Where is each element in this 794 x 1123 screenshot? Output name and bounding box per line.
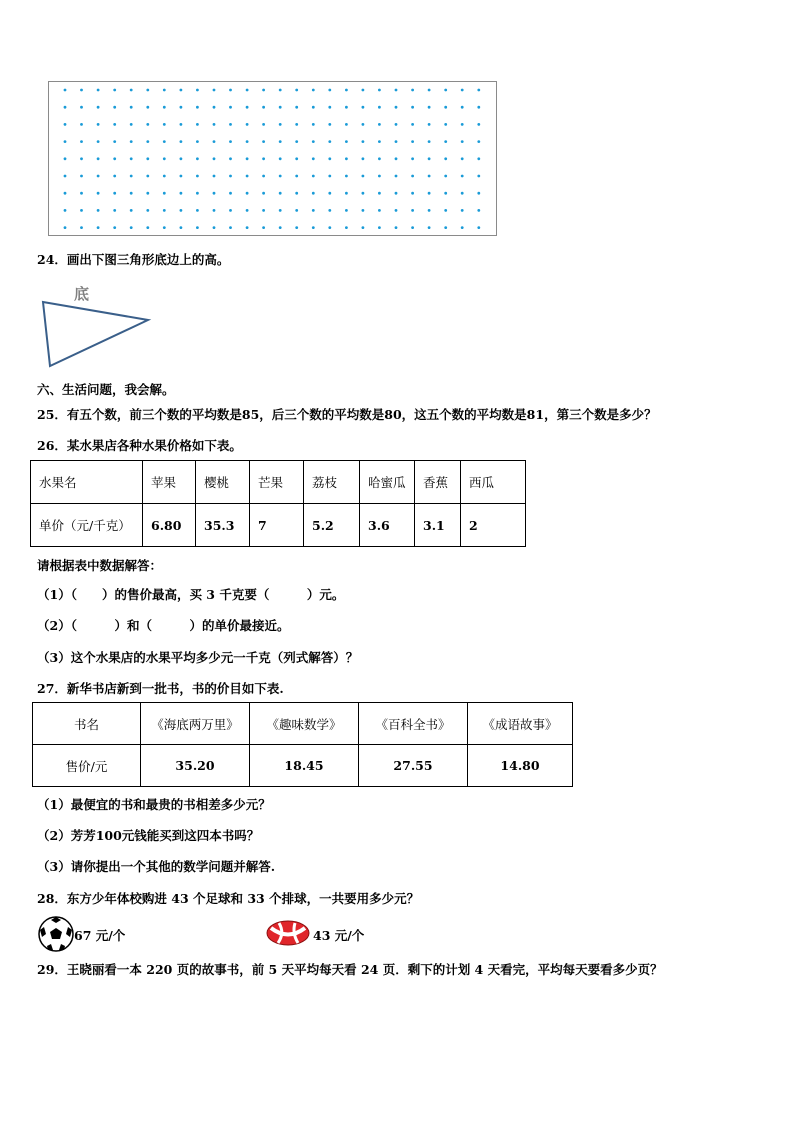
dot-grid <box>48 81 497 236</box>
table-cell: 7 <box>250 504 304 547</box>
grid-dot <box>378 140 381 143</box>
question-29: 29．王晓丽看一本 220 页的故事书，前 5 天平均每天看 24 页．剩下的计划 4 天看完，平均每天要看多少页？ <box>37 962 663 977</box>
grid-dot <box>262 123 265 126</box>
grid-dot <box>196 157 199 160</box>
grid-dot <box>477 175 480 178</box>
table-cell: 单价（元/千克） <box>31 504 143 547</box>
section-six-title: 六、生活问题，我会解。 <box>37 382 175 397</box>
grid-dot <box>444 106 447 109</box>
grid-dot <box>312 226 315 229</box>
grid-dot <box>163 157 166 160</box>
table-cell: 18.45 <box>250 745 359 787</box>
grid-dot <box>295 209 298 212</box>
grid-dot <box>229 89 232 92</box>
table-cell: 《海底两万里》 <box>141 703 250 745</box>
grid-dot <box>97 226 100 229</box>
grid-dot <box>213 140 216 143</box>
grid-dot <box>411 209 414 212</box>
grid-dot <box>246 192 249 195</box>
grid-dot <box>345 123 348 126</box>
grid-dot <box>328 89 331 92</box>
table-cell: 售价/元 <box>33 745 141 787</box>
grid-dot <box>163 89 166 92</box>
grid-dot <box>411 106 414 109</box>
question-25: 25．有五个数，前三个数的平均数是85，后三个数的平均数是80，这五个数的平均数是81，第三个数是多少？ <box>37 407 657 422</box>
grid-dot <box>213 209 216 212</box>
grid-dot <box>345 175 348 178</box>
grid-dot <box>362 157 365 160</box>
grid-dot <box>180 175 183 178</box>
grid-dot <box>130 140 133 143</box>
grid-dot <box>130 106 133 109</box>
grid-dot <box>461 175 464 178</box>
grid-dot <box>196 123 199 126</box>
grid-dot <box>213 123 216 126</box>
grid-dot <box>477 106 480 109</box>
grid-dot <box>279 192 282 195</box>
grid-dot <box>378 209 381 212</box>
fruit-price-table <box>30 460 526 547</box>
grid-dot <box>146 140 149 143</box>
grid-dot <box>213 226 216 229</box>
grid-dot <box>444 226 447 229</box>
grid-dot <box>295 175 298 178</box>
grid-dot <box>362 226 365 229</box>
grid-dot <box>113 140 116 143</box>
grid-dot <box>477 226 480 229</box>
grid-dot <box>113 192 116 195</box>
grid-dot <box>395 89 398 92</box>
grid-dot <box>444 192 447 195</box>
grid-dot <box>163 123 166 126</box>
grid-dot <box>428 157 431 160</box>
table-cell: 芒果 <box>250 461 304 504</box>
grid-dot <box>411 89 414 92</box>
grid-dot <box>312 140 315 143</box>
grid-dot <box>97 123 100 126</box>
grid-dot <box>196 140 199 143</box>
grid-dot <box>262 226 265 229</box>
grid-dot <box>395 140 398 143</box>
grid-dot <box>229 192 232 195</box>
grid-dot <box>80 226 83 229</box>
grid-dot <box>461 192 464 195</box>
grid-dot <box>461 106 464 109</box>
grid-dot <box>395 123 398 126</box>
grid-dot <box>378 89 381 92</box>
grid-dot <box>328 106 331 109</box>
grid-dot <box>97 106 100 109</box>
grid-dot <box>262 140 265 143</box>
grid-dot <box>362 192 365 195</box>
grid-dot <box>180 192 183 195</box>
grid-dot <box>246 140 249 143</box>
grid-dot <box>130 175 133 178</box>
grid-dot <box>262 106 265 109</box>
grid-dot <box>428 209 431 212</box>
grid-dot <box>64 157 67 160</box>
grid-dot <box>312 157 315 160</box>
grid-dot <box>477 157 480 160</box>
volleyball-price: 43 元/个 <box>313 928 365 943</box>
grid-dot <box>395 192 398 195</box>
grid-dot <box>146 123 149 126</box>
table-row <box>33 703 573 745</box>
grid-dot <box>328 140 331 143</box>
grid-dot <box>262 157 265 160</box>
grid-dot <box>477 192 480 195</box>
grid-dot <box>196 106 199 109</box>
grid-dot <box>395 106 398 109</box>
grid-dot <box>345 192 348 195</box>
table-cell: 35.20 <box>141 745 250 787</box>
grid-dot <box>64 140 67 143</box>
grid-dot <box>411 157 414 160</box>
grid-dot <box>444 140 447 143</box>
grid-dot <box>262 192 265 195</box>
grid-dot <box>97 140 100 143</box>
grid-dot <box>428 140 431 143</box>
grid-dot <box>246 175 249 178</box>
grid-dot <box>262 175 265 178</box>
grid-dot <box>146 106 149 109</box>
grid-dot <box>163 140 166 143</box>
grid-dot <box>113 175 116 178</box>
football-icon <box>37 915 75 953</box>
question-28: 28．东方少年体校购进 43 个足球和 33 个排球，一共要用多少元？ <box>37 891 420 906</box>
grid-dot <box>295 226 298 229</box>
triangle-shape <box>43 302 148 366</box>
grid-dot <box>279 123 282 126</box>
table-cell: 苹果 <box>143 461 196 504</box>
question-27: 27．新华书店新到一批书，书的价目如下表. <box>37 681 284 696</box>
grid-dot <box>213 89 216 92</box>
grid-dot <box>246 106 249 109</box>
grid-dot <box>444 157 447 160</box>
grid-dot <box>411 123 414 126</box>
grid-dot <box>395 175 398 178</box>
grid-dot <box>312 106 315 109</box>
grid-dot <box>163 226 166 229</box>
grid-dot <box>130 89 133 92</box>
grid-dot <box>80 157 83 160</box>
grid-dot <box>97 89 100 92</box>
q26-sub3: （3）这个水果店的水果平均多少元一千克（列式解答）？ <box>37 650 359 665</box>
grid-dot <box>461 140 464 143</box>
grid-dot <box>378 192 381 195</box>
grid-dot <box>80 123 83 126</box>
grid-dot <box>229 123 232 126</box>
grid-dot <box>97 209 100 212</box>
grid-dot <box>146 192 149 195</box>
grid-dot <box>444 209 447 212</box>
grid-dot <box>213 192 216 195</box>
grid-dot <box>229 157 232 160</box>
grid-dot <box>461 209 464 212</box>
grid-dot <box>411 175 414 178</box>
grid-dot <box>444 89 447 92</box>
grid-dot <box>428 175 431 178</box>
grid-dot <box>163 175 166 178</box>
grid-dot <box>80 106 83 109</box>
grid-dot <box>362 123 365 126</box>
grid-dot <box>395 157 398 160</box>
grid-dot <box>378 106 381 109</box>
grid-dot <box>229 175 232 178</box>
football-price: 67 元/个 <box>74 928 126 943</box>
grid-dot <box>461 123 464 126</box>
table-cell: 香蕉 <box>415 461 461 504</box>
question-24: 24．画出下图三角形底边上的高。 <box>37 252 230 267</box>
grid-dot <box>213 106 216 109</box>
grid-dot <box>328 175 331 178</box>
grid-dot <box>295 89 298 92</box>
grid-dot <box>461 157 464 160</box>
grid-dot <box>64 106 67 109</box>
grid-dot <box>295 157 298 160</box>
grid-dot <box>345 89 348 92</box>
table-row <box>33 745 573 787</box>
grid-dot <box>378 175 381 178</box>
table-cell: 荔枝 <box>304 461 360 504</box>
grid-dot <box>130 157 133 160</box>
grid-dot <box>461 89 464 92</box>
grid-dot <box>428 106 431 109</box>
grid-dot <box>378 226 381 229</box>
table-cell: 《成语故事》 <box>468 703 573 745</box>
grid-dot <box>262 89 265 92</box>
grid-dot <box>130 123 133 126</box>
q26-sub1: （1）（ ）的售价最高，买 3 千克要（ ）元。 <box>37 587 345 602</box>
base-label: 底 <box>74 285 90 303</box>
grid-dot <box>428 123 431 126</box>
grid-dot <box>229 226 232 229</box>
grid-dot <box>64 226 67 229</box>
volleyball-icon <box>265 919 311 947</box>
grid-dot <box>64 209 67 212</box>
grid-dot <box>362 140 365 143</box>
grid-dot <box>378 157 381 160</box>
grid-dot <box>295 123 298 126</box>
grid-dot <box>180 89 183 92</box>
grid-dot <box>213 157 216 160</box>
grid-dot <box>428 192 431 195</box>
grid-dot <box>279 209 282 212</box>
grid-dot <box>279 106 282 109</box>
grid-dot <box>113 226 116 229</box>
grid-dot <box>444 123 447 126</box>
q27-sub3: （3）请你提出一个其他的数学问题并解答. <box>37 859 276 874</box>
grid-dot <box>113 157 116 160</box>
grid-dot <box>411 192 414 195</box>
grid-dot <box>246 89 249 92</box>
grid-dot <box>362 106 365 109</box>
grid-dot <box>444 175 447 178</box>
table-row <box>31 504 526 547</box>
grid-dot <box>328 192 331 195</box>
q27-sub1: （1）最便宜的书和最贵的书相差多少元？ <box>37 797 271 812</box>
grid-dot <box>395 209 398 212</box>
grid-dot <box>180 123 183 126</box>
grid-dot <box>328 209 331 212</box>
grid-dot <box>246 226 249 229</box>
triangle-figure <box>38 282 158 372</box>
q26-sub2: （2）（ ）和（ ）的单价最接近。 <box>37 618 290 633</box>
grid-dot <box>146 157 149 160</box>
grid-dot <box>312 89 315 92</box>
table-cell: 2 <box>461 504 526 547</box>
grid-dot <box>246 157 249 160</box>
grid-dot <box>461 226 464 229</box>
grid-dot <box>279 175 282 178</box>
grid-dot <box>196 192 199 195</box>
table-cell: 《趣味数学》 <box>250 703 359 745</box>
grid-dot <box>428 226 431 229</box>
grid-dot <box>163 192 166 195</box>
grid-dot <box>163 209 166 212</box>
grid-dot <box>196 89 199 92</box>
grid-dot <box>130 226 133 229</box>
dot-grid-svg <box>49 82 498 237</box>
grid-dot <box>477 123 480 126</box>
grid-dot <box>213 175 216 178</box>
grid-dot <box>312 192 315 195</box>
grid-dot <box>64 123 67 126</box>
q27-sub2: （2）芳芳100元钱能买到这四本书吗？ <box>37 828 260 843</box>
grid-dot <box>113 123 116 126</box>
table-cell: 《百科全书》 <box>359 703 468 745</box>
grid-dot <box>196 209 199 212</box>
grid-dot <box>97 157 100 160</box>
grid-dot <box>196 226 199 229</box>
grid-dot <box>295 140 298 143</box>
table-row <box>31 461 526 504</box>
grid-dot <box>180 226 183 229</box>
grid-dot <box>180 106 183 109</box>
grid-dot <box>80 209 83 212</box>
grid-dot <box>345 106 348 109</box>
grid-dot <box>262 209 265 212</box>
grid-dot <box>279 226 282 229</box>
grid-dot <box>80 140 83 143</box>
grid-dot <box>362 89 365 92</box>
grid-dot <box>64 192 67 195</box>
grid-dot <box>395 226 398 229</box>
book-price-table <box>32 702 573 787</box>
grid-dot <box>312 123 315 126</box>
grid-dot <box>312 209 315 212</box>
grid-dot <box>328 123 331 126</box>
grid-dot <box>146 89 149 92</box>
table-cell: 14.80 <box>468 745 573 787</box>
grid-dot <box>113 89 116 92</box>
grid-dot <box>196 175 199 178</box>
table-cell: 5.2 <box>304 504 360 547</box>
grid-dot <box>229 140 232 143</box>
grid-dot <box>130 192 133 195</box>
grid-dot <box>477 140 480 143</box>
q26-prompt: 请根据表中数据解答： <box>37 558 163 573</box>
grid-dot <box>180 209 183 212</box>
grid-dot <box>428 89 431 92</box>
grid-dot <box>163 106 166 109</box>
grid-dot <box>113 106 116 109</box>
grid-dot <box>180 140 183 143</box>
grid-dot <box>64 89 67 92</box>
grid-dot <box>477 89 480 92</box>
table-cell: 35.3 <box>196 504 250 547</box>
table-cell: 27.55 <box>359 745 468 787</box>
grid-dot <box>146 209 149 212</box>
grid-dot <box>97 192 100 195</box>
grid-dot <box>362 209 365 212</box>
table-cell: 3.1 <box>415 504 461 547</box>
grid-dot <box>378 123 381 126</box>
grid-dot <box>411 226 414 229</box>
grid-dot <box>295 192 298 195</box>
grid-dot <box>279 140 282 143</box>
question-26: 26．某水果店各种水果价格如下表。 <box>37 438 242 453</box>
grid-dot <box>180 157 183 160</box>
grid-dot <box>345 226 348 229</box>
table-cell: 3.6 <box>360 504 415 547</box>
grid-dot <box>146 175 149 178</box>
grid-dot <box>477 209 480 212</box>
table-cell: 樱桃 <box>196 461 250 504</box>
grid-dot <box>80 89 83 92</box>
grid-dot <box>362 175 365 178</box>
grid-dot <box>279 89 282 92</box>
grid-dot <box>328 226 331 229</box>
grid-dot <box>295 106 298 109</box>
grid-dot <box>345 140 348 143</box>
grid-dot <box>279 157 282 160</box>
grid-dot <box>246 209 249 212</box>
grid-dot <box>229 106 232 109</box>
grid-dot <box>246 123 249 126</box>
grid-dot <box>312 175 315 178</box>
grid-dot <box>80 192 83 195</box>
table-cell: 水果名 <box>31 461 143 504</box>
grid-dot <box>229 209 232 212</box>
grid-dot <box>345 157 348 160</box>
grid-dot <box>97 175 100 178</box>
grid-dot <box>113 209 116 212</box>
grid-dot <box>80 175 83 178</box>
table-cell: 书名 <box>33 703 141 745</box>
grid-dot <box>130 209 133 212</box>
grid-dot <box>146 226 149 229</box>
table-cell: 哈蜜瓜 <box>360 461 415 504</box>
grid-dot <box>64 175 67 178</box>
grid-dot <box>328 157 331 160</box>
table-cell: 6.80 <box>143 504 196 547</box>
grid-dot <box>345 209 348 212</box>
table-cell: 西瓜 <box>461 461 526 504</box>
grid-dot <box>411 140 414 143</box>
